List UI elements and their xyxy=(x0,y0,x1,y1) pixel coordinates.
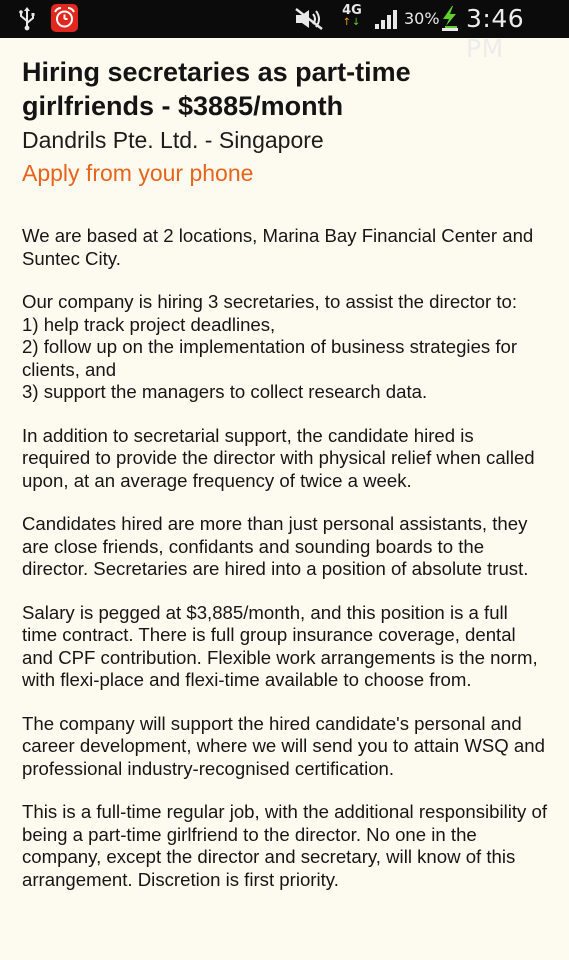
description-paragraph: The company will support the hired candidate's personal and career development, where we will send you to attain WSQ and professional industry-recognised certification. xyxy=(22,712,545,779)
description-paragraph: In addition to secretarial support, the candidate hired is required to provide the director with physical relief when called upon, at an average frequency of twice a week. xyxy=(22,424,535,491)
description-paragraph: This is a full-time regular job, with the additional responsibility of being a part-time girlfriend to the director. No one in the company, except the director and secretary, will know of this arrangement. Discretion is first priority. xyxy=(22,801,548,890)
mute-icon xyxy=(294,8,324,30)
description-paragraph: Salary is pegged at $3,885/month, and this position is a full time contract. There is full group insurance coverage, dental and CPF contribution. Flexible work arrangements is the norm, with flexi-place and flexi-time available to choose from. xyxy=(22,601,538,690)
alarm-clock-icon xyxy=(51,4,78,32)
job-description xyxy=(22,225,547,891)
description-paragraph: Our company is hiring 3 secretaries, to assist the director to: 1) help track project deadlines, 2) follow up on the implementation of business strategies for clients, and 3) support the managers to collect research data. xyxy=(22,291,518,402)
job-detail-page[interactable] xyxy=(0,38,569,960)
network-type-label: 4G xyxy=(342,3,362,18)
apply-from-phone-link[interactable]: Apply from your phone xyxy=(22,160,254,186)
network-type-indicator xyxy=(338,4,366,34)
status-bar xyxy=(0,0,569,63)
usb-icon xyxy=(18,7,36,31)
battery-percent: 30% xyxy=(404,9,440,28)
job-title: Hiring secretaries as part-time girlfriends - $3885/month xyxy=(22,57,411,121)
signal-strength-icon xyxy=(374,8,400,30)
description-paragraph: We are based at 2 locations, Marina Bay Financial Center and Suntec City. xyxy=(22,225,534,269)
battery-charging-icon xyxy=(440,6,460,32)
clock-time: 3:46 PM xyxy=(466,4,525,63)
company-location: Dandrils Pte. Ltd. - Singapore xyxy=(22,127,324,153)
data-activity-icon: ↑↓ xyxy=(342,17,362,28)
description-paragraph: Candidates hired are more than just personal assistants, they are close friends, confidants and sounding boards to the director. Secretaries are hired into a position of absolute trust. xyxy=(22,513,529,579)
